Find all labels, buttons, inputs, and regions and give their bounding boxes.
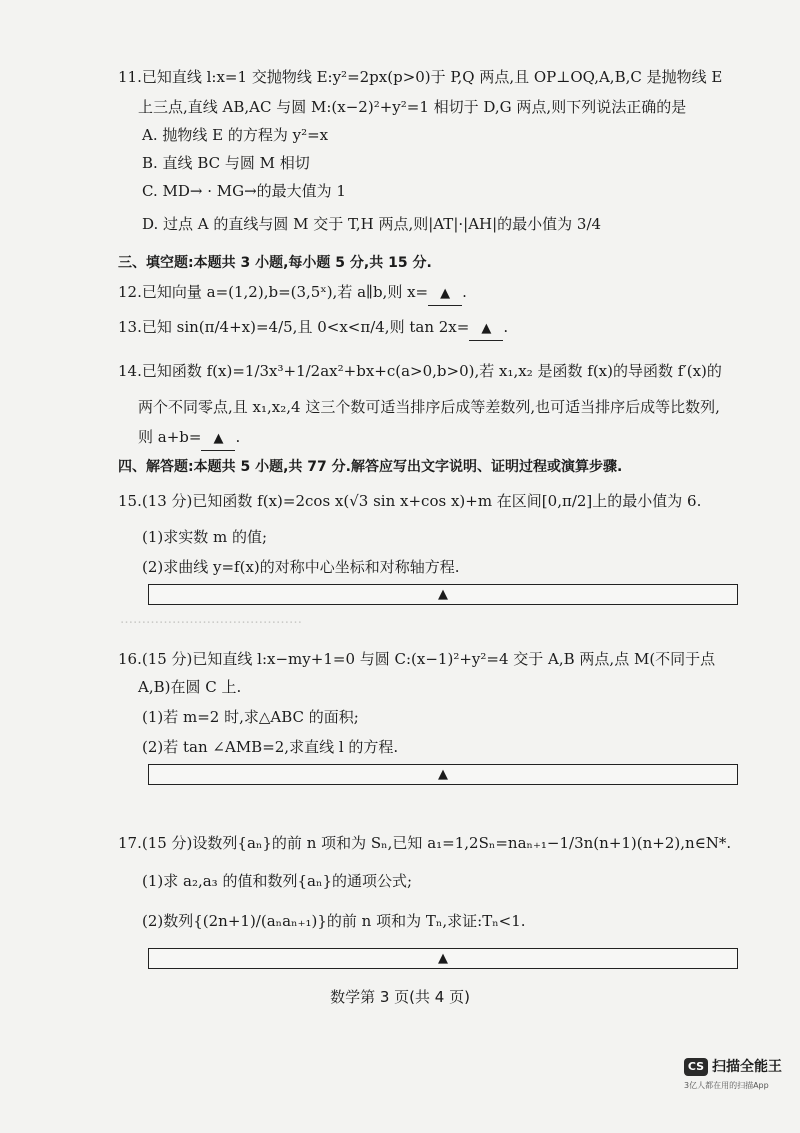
cs-logo-icon: CS [684,1058,708,1076]
q13 [118,316,508,341]
scanner-app-name: 扫描全能王 [712,1059,782,1075]
answer-triangle-icon: ▲ [438,767,448,782]
q15-part1: (1)求实数 m 的值; [142,528,268,546]
answer-triangle-icon: ▲ [438,587,448,602]
q13-answer-blank[interactable] [469,318,503,341]
q13-text: 13.已知 sin(π/4+x)=4/5,且 0<x<π/4,则 tan 2x= [118,318,470,336]
answer-triangle-icon: ▲ [213,431,224,446]
scanner-watermark [684,1052,786,1096]
answer-triangle-icon: ▲ [440,286,451,301]
q12 [118,281,467,306]
page-footer: 数学第 3 页(共 4 页) [330,988,470,1006]
answer-triangle-icon: ▲ [438,951,448,966]
bleed-through-text: …………………………………… [120,612,302,627]
q16-part2: (2)若 tan ∠AMB=2,求直线 l 的方程. [142,738,399,756]
q17-line1: 17.(15 分)设数列{aₙ}的前 n 项和为 Sₙ,已知 a₁=1,2Sₙ=naₙ₊₁−1/3n(n+1)(n+2),n∈N*. [118,834,732,852]
q14-line2: 两个不同零点,且 x₁,x₂,4 这三个数可适当排序后成等差数列,也可适当排序后成等比数列, [138,398,720,416]
section-3-heading: 三、填空题:本题共 3 小题,每小题 5 分,共 15 分. [118,255,432,271]
section-4-heading: 四、解答题:本题共 5 小题,共 77 分.解答应写出文字说明、证明过程或演算步骤. [118,459,623,475]
q14-end: . [235,428,241,446]
q11-option-b: B. 直线 BC 与圆 M 相切 [142,154,310,172]
q15-part2: (2)求曲线 y=f(x)的对称中心坐标和对称轴方程. [142,558,460,576]
q16-line2: A,B)在圆 C 上. [138,678,242,696]
q14-line1: 14.已知函数 f(x)=1/3x³+1/2ax²+bx+c(a>0,b>0),若 x₁,x₂ 是函数 f(x)的导函数 f′(x)的 [118,362,722,380]
scanner-tagline: 3亿人都在用的扫描App [684,1081,769,1090]
q11-option-c: C. MD→ · MG→的最大值为 1 [142,182,346,200]
q14-text: 则 a+b= [138,428,202,446]
q17-part1: (1)求 a₂,a₃ 的值和数列{aₙ}的通项公式; [142,872,413,890]
q11-option-d: D. 过点 A 的直线与圆 M 交于 T,H 两点,则|AT|·|AH|的最小值为 3/4 [142,215,602,233]
q17-answer-box[interactable] [148,948,738,969]
answer-triangle-icon: ▲ [481,321,492,336]
q17-part2: (2)数列{(2n+1)/(aₙaₙ₊₁)}的前 n 项和为 Tₙ,求证:Tₙ<1. [142,912,526,930]
q11-line1: 11.已知直线 l:x=1 交抛物线 E:y²=2px(p>0)于 P,Q 两点,且 OP⊥OQ,A,B,C 是抛物线 E [118,68,723,86]
q12-end: . [462,283,467,301]
q14-answer-blank[interactable] [201,428,235,451]
q15-line1: 15.(13 分)已知函数 f(x)=2cos x(√3 sin x+cos x)+m 在区间[0,π/2]上的最小值为 6. [118,492,702,510]
q12-text: 12.已知向量 a=(1,2),b=(3,5ˣ),若 a∥b,则 x= [118,283,429,301]
q16-part1: (1)若 m=2 时,求△ABC 的面积; [142,708,359,726]
q16-answer-box[interactable] [148,764,738,785]
q12-answer-blank[interactable] [428,283,462,306]
q14-line3 [138,426,240,451]
q16-line1: 16.(15 分)已知直线 l:x−my+1=0 与圆 C:(x−1)²+y²=4 交于 A,B 两点,点 M(不同于点 [118,650,716,668]
q15-answer-box[interactable] [148,584,738,605]
q11-line2: 上三点,直线 AB,AC 与圆 M:(x−2)²+y²=1 相切于 D,G 两点,则下列说法正确的是 [138,98,687,116]
q11-option-a: A. 抛物线 E 的方程为 y²=x [142,126,329,144]
q13-end: . [503,318,509,336]
